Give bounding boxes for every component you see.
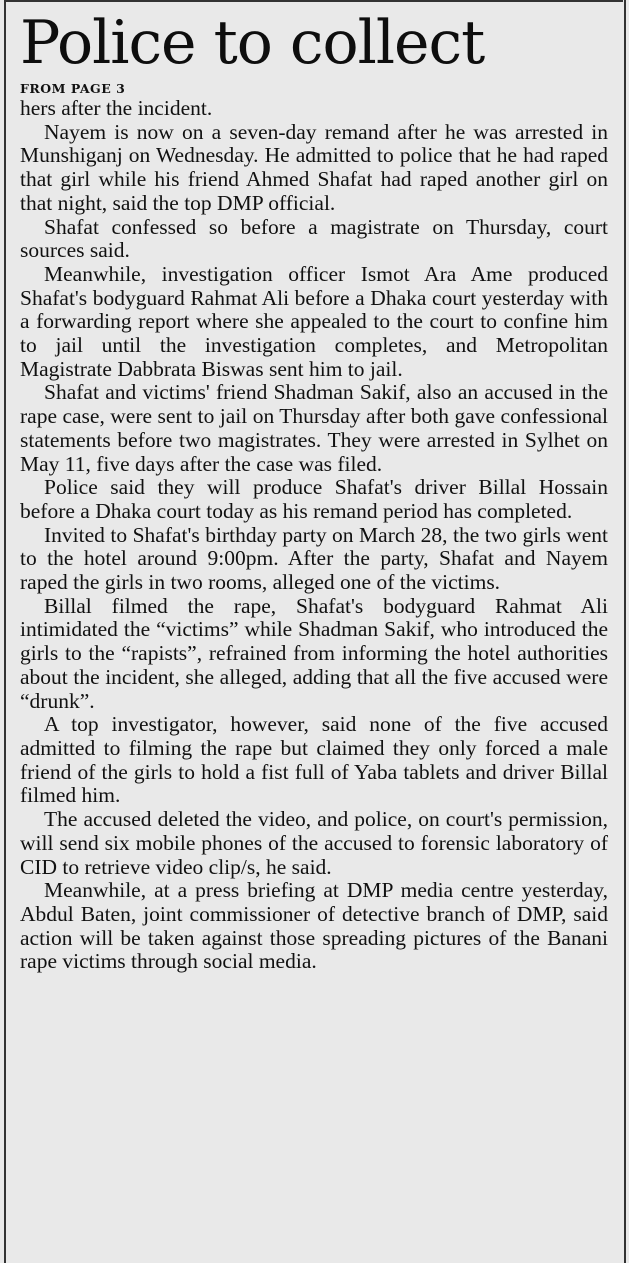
continuation-dateline: FROM PAGE 3 (20, 81, 126, 96)
top-border-rule (6, 0, 623, 2)
paragraph: A top investigator, however, said none of the five accused admitted to filming the rape but claimed they only forced a male friend of the girls to hold a fist full of Yaba tablets and driver Billal filmed him. (20, 712, 608, 808)
paragraph: Shafat and victims' friend Shadman Sakif, also an accused in the rape case, were sent to jail on Thursday after both gave confessional statements before two magistrates. They were arrested in Sylhet on May 11, five days after the case was filed. (20, 380, 608, 476)
paragraph: Police said they will produce Shafat's driver Billal Hossain before a Dhaka court today as his remand period has completed. (20, 475, 608, 523)
right-border-rule (624, 0, 626, 1263)
paragraph: Nayem is now on a seven-day remand after he was arrested in Munshiganj on Wednesday. He admitted to police that he had raped that girl while his friend Ahmed Shafat had raped another girl on that night, said the top DMP official. (20, 119, 608, 215)
paragraph: Meanwhile, investigation officer Ismot Ara Ame produced Shafat's bodyguard Rahmat Ali before a Dhaka court yesterday with a forwarding report where she appealed to the court to confine him to jail until the investigation completes, and Metropolitan Magistrate Dabbrata Biswas sent him to jail. (20, 261, 608, 381)
paragraph: Shafat confessed so before a magistrate on Thursday, court sources said. (20, 214, 608, 263)
paragraph: Billal filmed the rape, Shafat's bodyguard Rahmat Ali intimidated the “victims” while Shadman Sakif, who introduced the girls to the “rapists”, refrained from informing the hotel authorities about the incident, she alleged, adding that all the five accused were “drunk”. (20, 593, 608, 713)
paragraph-continuation: hers after the incident. (20, 96, 213, 120)
paragraph: Meanwhile, at a press briefing at DMP media centre yesterday, Abdul Baten, joint commissioner of detective branch of DMP, said action will be taken against those spreading pictures of the Banani rape victims through social media. (20, 878, 608, 974)
paragraph: Invited to Shafat's birthday party on March 28, the two girls went to the hotel around 9:00pm. After the party, Shafat and Nayem raped the girls in two rooms, alleged one of the victims. (20, 522, 608, 595)
headline: Police to collect (20, 8, 485, 78)
left-border-rule (4, 0, 6, 1263)
article-body (20, 97, 608, 974)
paragraph: The accused deleted the video, and police, on court's permission, will send six mobile phones of the accused to forensic laboratory of CID to retrieve video clip/s, he said. (20, 807, 608, 879)
